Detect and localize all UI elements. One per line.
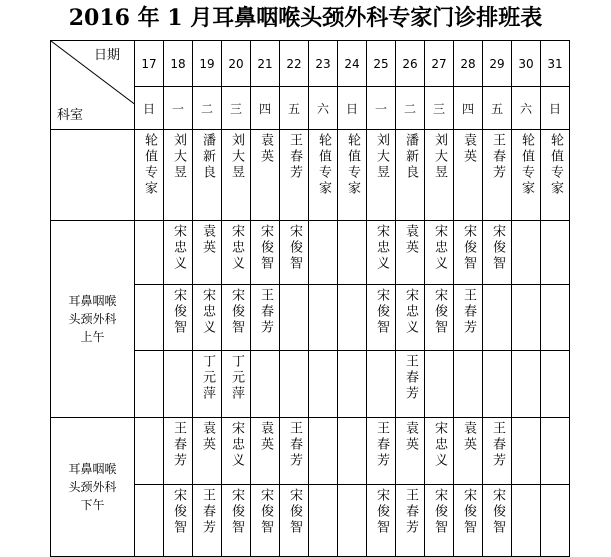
doctor-name: 宋俊智 [374,488,389,536]
doctor-name: 宋忠义 [229,224,244,272]
schedule-cell [483,285,512,351]
doctor-name: 宋忠义 [374,224,389,272]
doctor-name: 王春芳 [490,133,505,181]
doctor-name: 刘大昱 [432,133,447,181]
schedule-cell [512,285,541,351]
doctor-name: 王春芳 [287,133,302,181]
schedule-cell [309,351,338,418]
morning-row [51,221,570,285]
schedule-cell [280,285,309,351]
afternoon-dept-label: 耳鼻咽喉 头颈外科 下午 [51,418,135,557]
doctor-name: 刘大昱 [229,133,244,181]
weekday-cell: 一 [367,87,396,130]
doctor-name: 袁英 [461,421,476,453]
doctor-name: 宋俊智 [287,224,302,272]
schedule-cell [222,285,251,351]
schedule-cell [251,351,280,418]
rotation-label-cell [51,130,135,221]
doctor-name: 袁英 [258,133,273,165]
schedule-cell [541,221,570,285]
schedule-cell [367,418,396,485]
date-row [51,41,570,87]
schedule-cell [309,221,338,285]
schedule-cell [280,351,309,418]
weekday-cell: 日 [338,87,367,130]
doctor-name: 宋俊智 [461,224,476,272]
doctor-name: 宋忠义 [200,288,215,336]
rotation-cell [222,130,251,221]
rotation-cell [338,130,367,221]
rotation-cell [193,130,222,221]
doctor-name: 王春芳 [287,421,302,469]
schedule-cell [483,221,512,285]
schedule-cell [193,351,222,418]
doctor-name: 宋俊智 [432,488,447,536]
doctor-name: 袁英 [403,421,418,453]
weekday-cell: 二 [396,87,425,130]
doctor-name: 宋忠义 [229,421,244,469]
doctor-name: 王春芳 [374,421,389,469]
schedule-cell [280,418,309,485]
rotation-cell [541,130,570,221]
schedule-cell [222,351,251,418]
schedule-cell [135,351,164,418]
date-cell: 18 [164,41,193,87]
rotation-cell [135,130,164,221]
rotation-cell [454,130,483,221]
schedule-cell [512,418,541,485]
schedule-cell [541,418,570,485]
schedule-cell [512,221,541,285]
schedule-cell [251,221,280,285]
doctor-name: 潘新良 [403,133,418,181]
weekday-cell: 五 [483,87,512,130]
schedule-cell [483,351,512,418]
schedule-cell [396,351,425,418]
schedule-cell [367,221,396,285]
doctor-name: 王春芳 [258,288,273,336]
schedule-cell [222,221,251,285]
date-cell: 25 [367,41,396,87]
date-cell: 26 [396,41,425,87]
doctor-name: 潘新良 [200,133,215,181]
rotation-cell [396,130,425,221]
date-header-label: 日期 [93,48,120,63]
doctor-name: 宋俊智 [229,288,244,336]
doctor-name: 王春芳 [403,354,418,402]
schedule-cell [338,418,367,485]
date-cell: 27 [425,41,454,87]
schedule-cell [135,285,164,351]
schedule-cell [164,221,193,285]
date-cell: 23 [309,41,338,87]
schedule-cell [483,418,512,485]
schedule-cell [425,221,454,285]
header-corner [51,41,135,130]
doctor-name: 宋俊智 [490,224,505,272]
doctor-name: 王春芳 [490,421,505,469]
weekday-cell: 三 [425,87,454,130]
rotation-cell [367,130,396,221]
doctor-name: 宋忠义 [403,288,418,336]
doctor-name: 宋俊智 [374,288,389,336]
date-cell: 30 [512,41,541,87]
date-cell: 31 [541,41,570,87]
rotation-cell [251,130,280,221]
schedule-cell [367,351,396,418]
schedule-cell [193,418,222,485]
doctor-name: 宋忠义 [171,224,186,272]
doctor-name: 刘大昱 [171,133,186,181]
date-cell: 29 [483,41,512,87]
doctor-name: 宋俊智 [258,488,273,536]
rotation-cell [512,130,541,221]
doctor-name: 宋俊智 [229,488,244,536]
schedule-cell [454,221,483,285]
schedule-cell [367,285,396,351]
diagonal-line [51,41,135,104]
schedule-cell [164,418,193,485]
doctor-name: 轮值专家 [548,133,563,197]
doctor-name: 轮值专家 [345,133,360,197]
date-cell: 28 [454,41,483,87]
schedule-cell [338,285,367,351]
weekday-cell: 四 [251,87,280,130]
doctor-name: 宋俊智 [461,488,476,536]
doctor-name: 刘大昱 [374,133,389,181]
schedule-cell [193,285,222,351]
rotation-cell [425,130,454,221]
schedule-cell [512,351,541,418]
doctor-name: 宋俊智 [171,288,186,336]
schedule-cell [425,351,454,418]
doctor-name: 袁英 [461,133,476,165]
schedule-cell [396,418,425,485]
page-title: 2016 年 1 月耳鼻咽喉头颈外科专家门诊排班表 [68,5,543,31]
schedule-cell [164,351,193,418]
date-cell: 21 [251,41,280,87]
schedule-cell [425,418,454,485]
weekday-cell: 五 [280,87,309,130]
schedule-cell [425,285,454,351]
schedule-cell [280,221,309,285]
dept-header-label: 科室 [57,108,84,123]
schedule-cell [454,418,483,485]
doctor-name: 宋忠义 [432,421,447,469]
rotation-cell [309,130,338,221]
doctor-name: 袁英 [200,421,215,453]
schedule-cell [251,285,280,351]
schedule-cell [135,221,164,285]
schedule-cell [541,351,570,418]
schedule-cell [338,221,367,285]
rotation-cell [164,130,193,221]
schedule-cell [338,351,367,418]
morning-dept-label: 耳鼻咽喉 头颈外科 上午 [51,221,135,418]
doctor-name: 宋俊智 [490,488,505,536]
schedule-cell [135,418,164,485]
schedule-cell [454,285,483,351]
afternoon-row [51,418,570,485]
doctor-name: 宋俊智 [287,488,302,536]
doctor-name: 轮值专家 [316,133,331,197]
doctor-name: 宋俊智 [171,488,186,536]
schedule-cell [193,221,222,285]
doctor-name: 轮值专家 [519,133,534,197]
schedule-cell [454,351,483,418]
doctor-name: 袁英 [258,421,273,453]
schedule-cell [309,418,338,485]
doctor-name: 丁元萍 [200,354,215,402]
date-cell: 19 [193,41,222,87]
schedule-table [50,40,570,557]
date-cell: 20 [222,41,251,87]
date-cell: 17 [135,41,164,87]
doctor-name: 王春芳 [171,421,186,469]
weekday-cell: 六 [309,87,338,130]
weekday-cell: 二 [193,87,222,130]
schedule-cell [541,285,570,351]
weekday-cell: 日 [135,87,164,130]
schedule-cell [396,285,425,351]
doctor-name: 轮值专家 [142,133,157,197]
doctor-name: 王春芳 [461,288,476,336]
weekday-cell: 六 [512,87,541,130]
schedule-cell [396,221,425,285]
weekday-cell: 四 [454,87,483,130]
rotation-row [51,130,570,221]
doctor-name: 袁英 [200,224,215,256]
doctor-name: 宋俊智 [432,288,447,336]
doctor-name: 王春芳 [200,488,215,536]
schedule-cell [222,418,251,485]
schedule-cell [309,285,338,351]
weekday-cell: 三 [222,87,251,130]
date-cell: 24 [338,41,367,87]
doctor-name: 宋忠义 [432,224,447,272]
schedule-cell [164,285,193,351]
doctor-name: 王春芳 [403,488,418,536]
schedule-cell [251,418,280,485]
weekday-cell: 日 [541,87,570,130]
date-cell: 22 [280,41,309,87]
doctor-name: 宋俊智 [258,224,273,272]
rotation-cell [483,130,512,221]
doctor-name: 袁英 [403,224,418,256]
doctor-name: 丁元萍 [229,354,244,402]
rotation-cell [280,130,309,221]
weekday-cell: 一 [164,87,193,130]
